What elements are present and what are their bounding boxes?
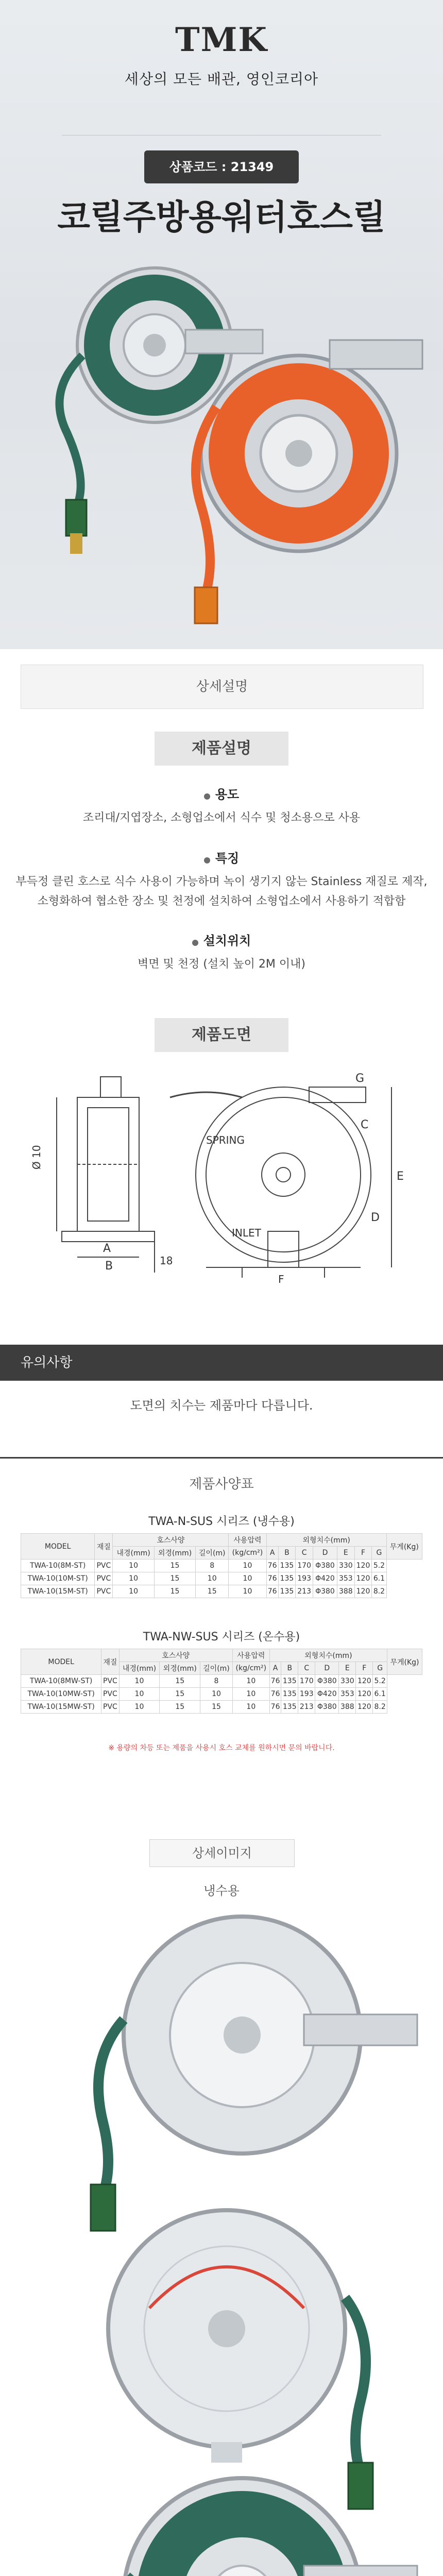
table-cell: 135	[278, 1585, 296, 1598]
th-length: 길이(m)	[200, 1662, 233, 1675]
table-cell: 76	[266, 1572, 278, 1585]
table-cell: TWA-10(8M-ST)	[21, 1560, 95, 1572]
table-cell: 170	[296, 1560, 313, 1572]
table-cell: 76	[266, 1585, 278, 1598]
th-material: 재질	[101, 1649, 119, 1675]
table-cell: 10	[113, 1585, 154, 1598]
table-cell: 8.2	[372, 1585, 386, 1598]
dim-phi-label: Ø 10	[30, 1145, 43, 1170]
product-code-badge: 상품코드 : 21349	[144, 150, 299, 183]
feature-heading: 특징	[0, 848, 443, 866]
section-detail-info: 상세설명	[21, 665, 423, 709]
dim-e-label: E	[397, 1170, 404, 1183]
table-cell: 10	[229, 1560, 267, 1572]
table-cell: 76	[269, 1688, 281, 1701]
table-cell: 120	[356, 1675, 373, 1688]
dim-d-label: D	[371, 1211, 380, 1224]
th-hose-spec: 호스사양	[119, 1649, 232, 1662]
th-pressure: 사용압력	[229, 1534, 267, 1547]
th-b: B	[281, 1662, 298, 1675]
install-text: 벽면 및 천정 (설치 높이 2M 이내)	[138, 958, 305, 971]
th-a: A	[266, 1547, 278, 1560]
table-cell: 15	[196, 1585, 229, 1598]
hot-spec-table	[21, 1649, 422, 1714]
install-heading: 설치위치	[0, 930, 443, 948]
th-pressure-unit: (kg/cm²)	[229, 1547, 267, 1560]
table-cell: TWA-10(10M-ST)	[21, 1572, 95, 1585]
dim-b-label: B	[105, 1260, 113, 1273]
table-cell: 170	[298, 1675, 315, 1688]
table-cell: TWA-10(8MW-ST)	[21, 1675, 101, 1688]
table-row	[21, 1701, 422, 1714]
th-outer-dia: 외경(mm)	[154, 1547, 195, 1560]
table-cell: 76	[269, 1701, 281, 1714]
table-cell: 10	[232, 1688, 269, 1701]
table-cell: 330	[337, 1560, 355, 1572]
table-cell: 6.1	[372, 1572, 386, 1585]
table-cell: 193	[298, 1688, 315, 1701]
table-cell: 120	[356, 1701, 373, 1714]
table-cell: 120	[354, 1560, 372, 1572]
table-cell: 10	[229, 1585, 267, 1598]
dim-18-label: 18	[160, 1255, 173, 1267]
th-d: D	[313, 1547, 337, 1560]
spec-note: ※ 용량의 차등 또는 제품을 사용시 호스 교체를 원하시면 문의 바랍니다.	[108, 1744, 335, 1752]
section-product-desc: 제품설명	[155, 732, 288, 766]
table-cell: 8	[200, 1675, 233, 1688]
table-row	[21, 1688, 422, 1701]
th-f: F	[356, 1662, 373, 1675]
table-row	[21, 1675, 422, 1688]
table-cell: Φ420	[315, 1688, 339, 1701]
use-heading: 용도	[0, 784, 443, 802]
hero-reel-orange	[201, 340, 422, 551]
th-weight: 무게(Kg)	[387, 1649, 422, 1675]
th-e: E	[339, 1662, 356, 1675]
table-cell: PVC	[101, 1675, 119, 1688]
table-cell: 10	[119, 1701, 160, 1714]
page-title: 코릴주방용워터호스릴	[57, 197, 386, 237]
table-cell: TWA-10(10MW-ST)	[21, 1688, 101, 1701]
th-inner-dia: 내경(mm)	[119, 1662, 160, 1675]
table-cell: PVC	[95, 1585, 113, 1598]
brand-logo: TMK	[175, 21, 268, 59]
table-cell: 135	[281, 1701, 298, 1714]
dim-a-label: A	[103, 1242, 111, 1255]
table-header-row	[21, 1649, 422, 1662]
table-cell: Φ380	[315, 1675, 339, 1688]
table-cell: 15	[160, 1675, 200, 1688]
caution-text: 도면의 치수는 제품마다 다릅니다.	[130, 1398, 313, 1413]
dim-g-label: G	[355, 1072, 365, 1085]
table-cell: Φ380	[315, 1701, 339, 1714]
table-cell: Φ380	[313, 1560, 337, 1572]
table-cell: 135	[278, 1572, 296, 1585]
th-model: MODEL	[21, 1534, 95, 1560]
table-row	[21, 1572, 422, 1585]
hero-green-nozzle	[66, 500, 87, 536]
table-cell: 353	[337, 1572, 355, 1585]
table-cell: 10	[232, 1701, 269, 1714]
table-cell: 135	[281, 1688, 298, 1701]
table-cell: 6.1	[373, 1688, 387, 1701]
hero-orange-nozzle	[195, 587, 217, 623]
th-weight: 무게(Kg)	[386, 1534, 422, 1560]
dim-c-label: C	[361, 1118, 369, 1131]
table-cell: TWA-10(15MW-ST)	[21, 1701, 101, 1714]
cold-spec-table	[21, 1533, 422, 1598]
table-cell: 8.2	[373, 1701, 387, 1714]
table-cell: 10	[119, 1675, 160, 1688]
th-model: MODEL	[21, 1649, 101, 1675]
th-f: F	[354, 1547, 372, 1560]
table-header-row	[21, 1534, 422, 1547]
section-detail-images: 상세이미지	[149, 1839, 295, 1867]
table-cell: 15	[154, 1572, 195, 1585]
inlet-label: INLET	[232, 1227, 261, 1239]
table-cell: 76	[266, 1560, 278, 1572]
technical-drawing	[0, 1066, 443, 1288]
use-text: 조리대/지엽장소, 소형업소에서 식수 및 청소용으로 사용	[82, 811, 361, 824]
table-cell: 76	[269, 1675, 281, 1688]
table-cell: 10	[229, 1572, 267, 1585]
table-cell: Φ420	[313, 1572, 337, 1585]
th-pressure-unit: (kg/cm²)	[232, 1662, 269, 1675]
th-a: A	[269, 1662, 281, 1675]
table-cell: 10	[113, 1560, 154, 1572]
th-b: B	[278, 1547, 296, 1560]
table-cell: 10	[119, 1688, 160, 1701]
table-cell: 5.2	[373, 1675, 387, 1688]
table-cell: 213	[298, 1701, 315, 1714]
specs-top-rule	[0, 1457, 443, 1459]
table-cell: 330	[339, 1675, 356, 1688]
cold-reel-images	[0, 1906, 443, 2576]
table-cell: 388	[337, 1585, 355, 1598]
table-cell: 15	[154, 1560, 195, 1572]
table-cell: 213	[296, 1585, 313, 1598]
table-cell: PVC	[95, 1560, 113, 1572]
feature-text-2: 소형화하여 협소한 장소 및 천정에 설치하여 소형업소에서 사용하기 적합함	[37, 895, 406, 908]
table-cell: PVC	[95, 1572, 113, 1585]
table-cell: 15	[160, 1688, 200, 1701]
table-cell: 388	[339, 1701, 356, 1714]
table-cell: 353	[339, 1688, 356, 1701]
th-inner-dia: 내경(mm)	[113, 1547, 154, 1560]
th-g: G	[373, 1662, 387, 1675]
th-length: 길이(m)	[196, 1547, 229, 1560]
dim-f-label: F	[278, 1273, 284, 1285]
table-cell: 10	[113, 1572, 154, 1585]
table-cell: 120	[354, 1585, 372, 1598]
th-e: E	[337, 1547, 355, 1560]
table-cell: TWA-10(15M-ST)	[21, 1585, 95, 1598]
table-cell: 10	[232, 1675, 269, 1688]
table-cell: 135	[278, 1560, 296, 1572]
section-drawing: 제품도면	[155, 1018, 288, 1052]
table-cell: 8	[196, 1560, 229, 1572]
hero-hose-reels-image	[0, 237, 443, 639]
table-cell: 10	[200, 1688, 233, 1701]
th-c: C	[296, 1547, 313, 1560]
table-row	[21, 1560, 422, 1572]
feature-text-1: 부득정 클린 호스로 식수 사용이 가능하며 녹이 생기지 않는 Stainless 재질로 제작,	[15, 875, 428, 888]
table-cell: 15	[200, 1701, 233, 1714]
table-cell: 120	[354, 1572, 372, 1585]
th-pressure: 사용압력	[232, 1649, 269, 1662]
table-row	[21, 1585, 422, 1598]
table-cell: PVC	[101, 1688, 119, 1701]
cold-reel-photo-1	[124, 1917, 417, 2154]
th-material: 재질	[95, 1534, 113, 1560]
th-dimensions: 외형치수(mm)	[269, 1649, 387, 1662]
slogan: 세상의 모든 배관, 영인코리아	[124, 71, 319, 88]
cold-table-title: TWA-N-SUS 시리즈 (냉수용)	[148, 1515, 295, 1528]
section-caution: 유의사항	[0, 1345, 443, 1381]
th-d: D	[315, 1662, 339, 1675]
spring-label: SPRING	[206, 1134, 245, 1146]
th-dimensions: 외형치수(mm)	[266, 1534, 386, 1547]
table-cell: Φ380	[313, 1585, 337, 1598]
hero-green-hose	[59, 355, 82, 505]
th-c: C	[298, 1662, 315, 1675]
table-cell: PVC	[101, 1701, 119, 1714]
table-cell: 15	[160, 1701, 200, 1714]
table-cell: 120	[356, 1688, 373, 1701]
cold-reel-photo-2	[108, 2210, 345, 2463]
table-cell: 5.2	[372, 1560, 386, 1572]
cold-label: 냉수용	[203, 1884, 240, 1898]
hot-table-title: TWA-NW-SUS 시리즈 (온수용)	[143, 1631, 300, 1643]
th-g: G	[372, 1547, 386, 1560]
table-cell: 15	[154, 1585, 195, 1598]
section-specs: 제품사양표	[189, 1477, 254, 1492]
table-cell: 10	[196, 1572, 229, 1585]
table-cell: 193	[296, 1572, 313, 1585]
table-cell: 135	[281, 1675, 298, 1688]
hero-green-fitting	[70, 533, 82, 554]
th-outer-dia: 외경(mm)	[160, 1662, 200, 1675]
th-hose-spec: 호스사양	[113, 1534, 229, 1547]
